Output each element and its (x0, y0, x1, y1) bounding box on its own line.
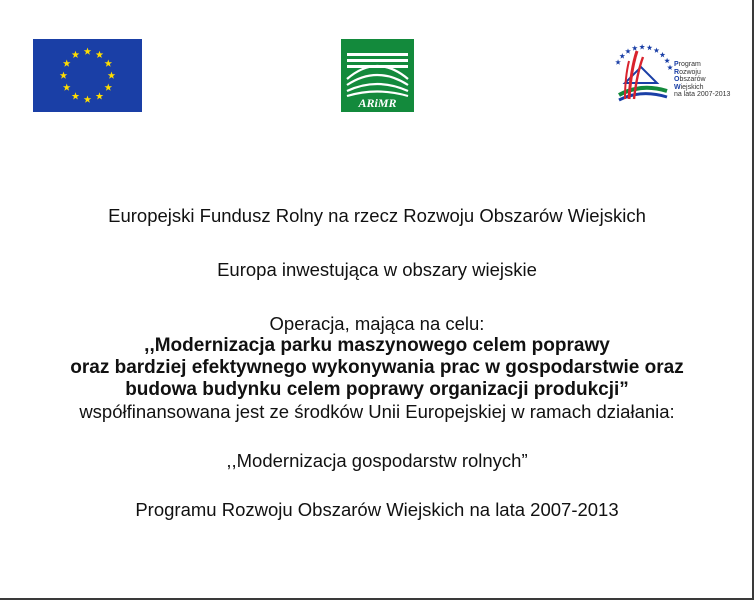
operation-title-line-1: ,,Modernizacja parku maszynowego celem poprawy (144, 335, 610, 356)
operation-intro: Operacja, mająca na celu: (269, 313, 485, 334)
fund-name: Europejski Fundusz Rolny na rzecz Rozwoju Obszarów Wiejskich (108, 205, 646, 226)
prow-line-1: Program (674, 61, 701, 68)
programme-name: Programu Rozwoju Obszarów Wiejskich na lata 2007-2013 (135, 499, 619, 520)
prow-logo-text (674, 61, 730, 99)
measure-name: ,,Modernizacja gospodarstw rolnych” (226, 450, 528, 471)
cofinanced-text: współfinansowana jest ze środków Unii Europejskiej w ramach działania: (79, 401, 675, 422)
slogan: Europa inwestująca w obszary wiejskie (217, 259, 537, 280)
prow-star-icon (660, 52, 666, 57)
prow-line-4: Wiejskich (674, 83, 704, 91)
arimr-logo (341, 39, 414, 112)
prow-star-icon (647, 45, 653, 50)
prow-star-icon (667, 65, 673, 70)
arimr-logo-text: ARiMR (358, 96, 397, 110)
main-text (0, 205, 754, 521)
prow-star-icon (615, 59, 621, 64)
prow-star-icon (664, 58, 670, 63)
prow-star-icon (654, 47, 660, 52)
prow-star-icon (619, 53, 625, 58)
operation-title-line-2: oraz bardziej efektywnego wykonywania prac w gospodarstwie oraz (70, 357, 684, 378)
operation-title-line-3: budowa budynku celem poprawy organizacji produkcji” (125, 379, 629, 400)
prow-star-icon (625, 48, 631, 53)
prow-years: na lata 2007-2013 (674, 91, 731, 99)
prow-line-2: Rozwoju (674, 68, 701, 76)
eu-flag-icon (33, 39, 142, 112)
prow-star-icon (639, 44, 645, 49)
prow-star-icon (632, 45, 638, 50)
prow-line-3: Obszarów (674, 76, 706, 84)
